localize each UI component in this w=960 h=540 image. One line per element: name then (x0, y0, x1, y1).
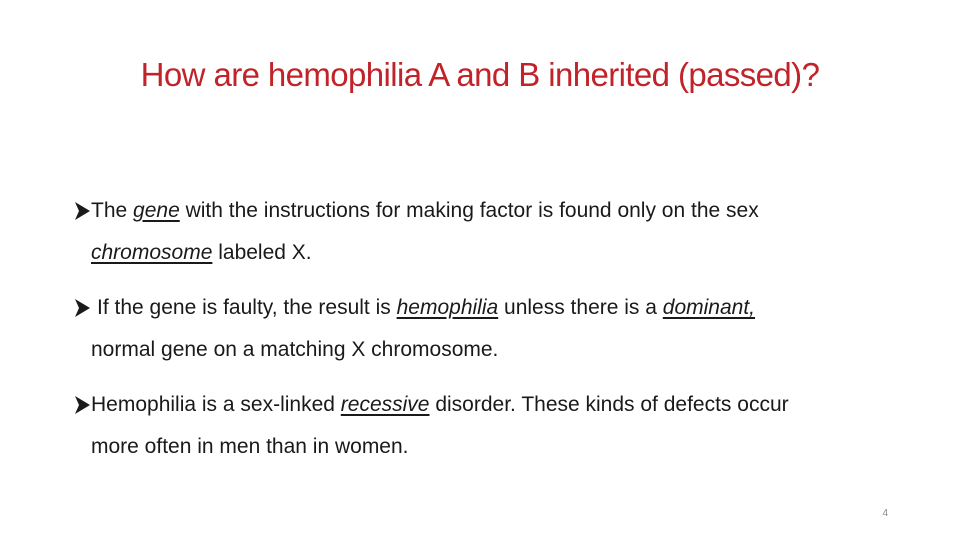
bullet-text: more often in men than in women. (91, 435, 409, 458)
bullet-text: unless there is a (498, 296, 663, 319)
emphasis-term: recessive (340, 393, 430, 416)
right-arrow-icon (74, 395, 91, 415)
bullet-line (74, 287, 904, 329)
bullet-item (74, 384, 904, 468)
bullet-list (74, 190, 904, 468)
bullet-item (74, 287, 904, 371)
page-number: 4 (882, 508, 888, 519)
bullet-text: disorder. These kinds of defects occur (429, 393, 789, 416)
bullet-text: Hemophilia is a sex-linked (91, 393, 341, 416)
bullet-text: normal gene on a matching X chromosome. (91, 338, 499, 361)
emphasis-term: chromosome (91, 241, 213, 264)
bullet-text: The (91, 199, 134, 222)
slide-title: How are hemophilia A and B inherited (passed)? (140, 56, 820, 93)
bullet-item (74, 190, 904, 274)
bullet-line (74, 329, 904, 371)
bullet-text: with the instructions for making factor is found only on the sex (179, 199, 759, 222)
right-arrow-icon (74, 298, 91, 318)
right-arrow-icon (74, 201, 91, 221)
emphasis-term: gene (133, 199, 180, 222)
bullet-line (74, 384, 904, 426)
bullet-line (74, 426, 904, 468)
emphasis-term: hemophilia (396, 296, 499, 319)
emphasis-term: dominant, (662, 296, 756, 319)
bullet-text: labeled X. (212, 241, 312, 264)
bullet-text: If the gene is faulty, the result is (97, 296, 397, 319)
bullet-line (74, 232, 904, 274)
bullet-line (74, 190, 904, 232)
